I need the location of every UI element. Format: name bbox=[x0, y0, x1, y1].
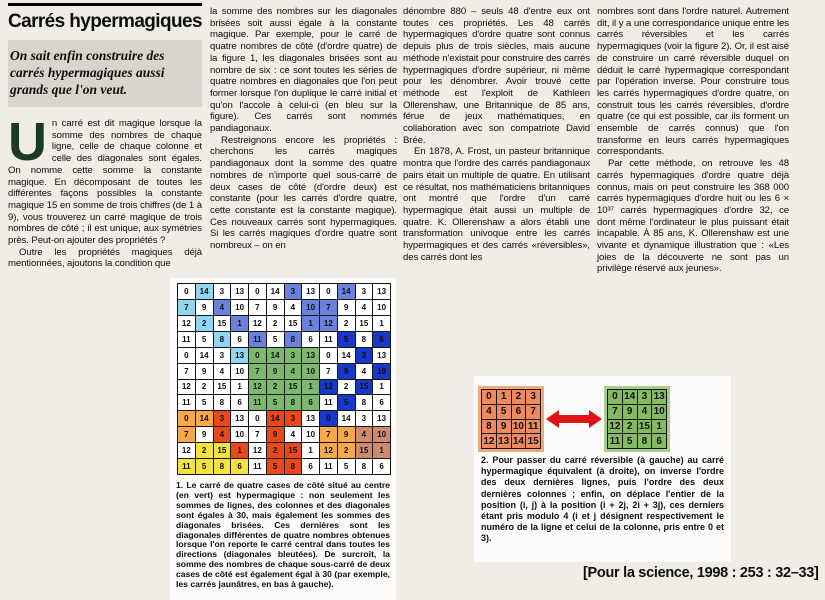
grid-cell: 5 bbox=[497, 405, 511, 419]
grid-cell: 11 bbox=[178, 395, 195, 410]
grid-cell: 12 bbox=[178, 316, 195, 331]
grid-cell: 12 bbox=[178, 380, 195, 395]
figure2-caption: 2. Pour passer du carré réversible (à gauche) au carré hypermagique équivalent (à droite), on inverse l'ordre des deux dernières lignes, puis l'ordre des deux dernières colonnes ; enfin, on déplace l'entier de la position (i, j) à la position (i + 2j, 2i + 3j), ces derniers étant pris modulo 4 (i et j désignent respectivement le numéro de la ligne et celui de la colonne, pris entre 0 et 3). bbox=[481, 455, 724, 544]
figure-1-hypermagic-square bbox=[170, 278, 396, 600]
grid-cell: 11 bbox=[609, 435, 621, 447]
figure2-grids bbox=[478, 386, 670, 452]
grid-cell: 3 bbox=[285, 284, 302, 299]
grid-cell: 4 bbox=[214, 300, 231, 315]
grid-cell: 11 bbox=[527, 420, 539, 432]
grid-cell: 2 bbox=[196, 316, 213, 331]
article-title: Carrés hypermagiques bbox=[8, 11, 202, 32]
grid-cell: 7 bbox=[320, 364, 337, 379]
grid-cell: 11 bbox=[249, 332, 266, 347]
grid-cell: 0 bbox=[178, 411, 195, 426]
column-3 bbox=[403, 6, 590, 263]
reversible-square-panel bbox=[478, 386, 544, 452]
grid-cell: 3 bbox=[356, 411, 373, 426]
grid-cell: 12 bbox=[483, 435, 495, 447]
grid-cell: 14 bbox=[267, 348, 284, 363]
grid-cell: 0 bbox=[608, 390, 622, 404]
grid-cell: 1 bbox=[302, 380, 319, 395]
grid-cell: 1 bbox=[373, 316, 390, 331]
grid-cell: 7 bbox=[320, 300, 337, 315]
figure-2-reversible-to-hypermagic bbox=[474, 376, 731, 562]
grid-cell: 9 bbox=[623, 405, 637, 419]
grid-cell: 10 bbox=[302, 300, 319, 315]
grid-cell: 12 bbox=[249, 380, 266, 395]
grid-cell: 10 bbox=[231, 427, 248, 442]
paragraph: nombres sont dans l'ordre naturel. Autrement dit, il y a une correspondance unique entre les carrés réversibles et les carrés hypermagiques (voir la figure 2). Or, il est aisé de construire un carré réversible duquel on déduit le carré hypermagique correspondant par l'opération inverse. Pour construire tous les carrés hypermagiques d'ordre quatre, on construit tous les carrés réversibles, d'ordre quatre (ce qui est possible, car ils forment un ensemble de carrés connus) que l'on transforme en leurs carrés hypermagiques correspondants. bbox=[597, 6, 789, 158]
grid-cell: 13 bbox=[231, 348, 248, 363]
grid-cell: 8 bbox=[214, 459, 231, 474]
grid-cell: 8 bbox=[356, 395, 373, 410]
grid-cell: 3 bbox=[214, 411, 231, 426]
grid-cell: 8 bbox=[285, 332, 302, 347]
grid-cell: 12 bbox=[249, 443, 266, 458]
grid-cell: 12 bbox=[249, 316, 266, 331]
grid-cell: 8 bbox=[285, 459, 302, 474]
grid-cell: 7 bbox=[178, 427, 195, 442]
grid-cell: 14 bbox=[196, 348, 213, 363]
grid-cell: 11 bbox=[320, 459, 337, 474]
grid-cell: 13 bbox=[231, 284, 248, 299]
grid-cell: 11 bbox=[320, 332, 337, 347]
grid-cell: 0 bbox=[482, 390, 496, 404]
grid-cell: 6 bbox=[231, 332, 248, 347]
grid-cell: 14 bbox=[338, 411, 355, 426]
grid-cell: 2 bbox=[338, 316, 355, 331]
grid-cell: 7 bbox=[249, 364, 266, 379]
column-2 bbox=[210, 6, 397, 252]
grid-cell: 13 bbox=[373, 348, 390, 363]
grid-cell: 0 bbox=[178, 348, 195, 363]
grid-cell: 4 bbox=[214, 427, 231, 442]
grid-cell: 14 bbox=[338, 348, 355, 363]
grid-cell: 12 bbox=[320, 316, 337, 331]
grid-cell: 6 bbox=[302, 395, 319, 410]
grid-cell: 2 bbox=[196, 380, 213, 395]
grid-cell: 3 bbox=[214, 348, 231, 363]
grid-cell: 8 bbox=[356, 332, 373, 347]
grid-cell: 9 bbox=[497, 420, 511, 434]
grid-cell: 3 bbox=[638, 390, 652, 404]
grid-cell: 5 bbox=[267, 332, 284, 347]
grid-cell: 10 bbox=[231, 300, 248, 315]
grid-cell: 2 bbox=[512, 390, 526, 404]
grid-cell: 9 bbox=[338, 300, 355, 315]
grid-cell: 3 bbox=[285, 411, 302, 426]
grid-cell: 10 bbox=[373, 364, 390, 379]
grid-cell: 4 bbox=[356, 427, 373, 442]
grid-cell: 15 bbox=[285, 380, 302, 395]
grid-cell: 14 bbox=[196, 284, 213, 299]
grid-cell: 9 bbox=[196, 427, 213, 442]
grid-cell: 8 bbox=[482, 420, 496, 434]
column-1 bbox=[8, 0, 202, 270]
paragraph: la somme des nombres sur les diagonales brisées soit aussi égale à la constante magique. Par exemple, pour le carré de quatre nombres de côté (d'ordre quatre) de la figure 1, les diagonales brisées sont au nombre de six : ce sont toutes les séries de quatre nombres en diagonales que l'on peut former lorsque l'on duplique le carré initial et qu'on l'accole à celui-ci (en bleu sur la figure). Ces carrés sont nommés pandiagonaux. bbox=[210, 6, 397, 135]
paragraph: dénombre 880 – seuls 48 d'entre eux ont toutes ces propriétés. Les 48 carrés hypermagiques d'ordre quatre sont connus depuis plus de trois siècles, mais aucune méthode n'existait pour construire des carrés hypermagiques d'ordre supérieur, ni même pour les dénombrer. Avoir trouvé cette méthode est l'exploit de Kathleen Ollerenshaw, une Britannique de 85 ans, férue de jeux mathématiques, en collaboration avec son compatriote David Brée. bbox=[403, 6, 590, 146]
grid-cell: 9 bbox=[267, 364, 284, 379]
grid-cell: 9 bbox=[196, 364, 213, 379]
grid-cell: 5 bbox=[196, 395, 213, 410]
grid-cell: 0 bbox=[249, 284, 266, 299]
grid-cell: 1 bbox=[497, 390, 511, 404]
grid-cell: 1 bbox=[373, 380, 390, 395]
grid-cell: 15 bbox=[527, 435, 539, 447]
grid-cell: 4 bbox=[214, 364, 231, 379]
grid-cell: 5 bbox=[338, 332, 355, 347]
grid-cell: 10 bbox=[373, 427, 390, 442]
grid-cell: 9 bbox=[338, 364, 355, 379]
article-subtitle: On sait enfin construire des carrés hypermagiques aussi grands que l'on veut. bbox=[8, 40, 202, 107]
grid-cell: 2 bbox=[338, 380, 355, 395]
grid-cell: 13 bbox=[302, 411, 319, 426]
grid-cell: 8 bbox=[214, 332, 231, 347]
grid-cell: 7 bbox=[249, 427, 266, 442]
grid-cell: 4 bbox=[285, 427, 302, 442]
grid-cell: 9 bbox=[267, 300, 284, 315]
grid-cell: 7 bbox=[320, 427, 337, 442]
paragraph: Restreignons encore les propriétés : cherchons les carrés magiques pandiagonaux dont la somme des quatre nombres de n'importe quel sous-carré de deux cases de côté (d'ordre deux) est constante (pour les carrés d'ordre quatre, cette constante est la constante magique). Ces nouveaux carrés sont hypermagiques. Si les carrés magiques d'ordre quatre sont nombreux – on en bbox=[210, 134, 397, 252]
grid-cell: 5 bbox=[196, 459, 213, 474]
grid-cell: 12 bbox=[609, 420, 621, 432]
paragraph-text: n carré est dit magique lorsque la somme des nombres de chaque ligne, celle de chaque colonne et celle des diagonales sont égales. On nomme cette somme la constante magique. En décomposant de toutes les différentes façons possibles la constante magique 15 en somme de trois chiffres (de 1 à 9), vous trouverez un carré magique de trois nombres de côté ; il est unique, aux symétries près. Peut-on ajouter des propriétés ? bbox=[8, 118, 202, 247]
grid-cell: 5 bbox=[267, 459, 284, 474]
grid-cell: 15 bbox=[638, 420, 650, 432]
grid-cell: 10 bbox=[302, 364, 319, 379]
double-arrow-icon bbox=[546, 408, 602, 430]
column-4 bbox=[597, 6, 789, 275]
grid-cell: 6 bbox=[373, 459, 390, 474]
grid-cell: 11 bbox=[249, 459, 266, 474]
figure1-caption: 1. Le carré de quatre cases de côté situé au centre (en vert) est hypermagique : non seulement les sommes de lignes, des colonnes et des diagonales sont égales à 30, mais également les sommes des diagonales brisées. Ces dernières sont les diagonales différentes de quatre nombres obtenues lorsque l'on reporte le carré central dans toutes les directions (diagonales bleutées). De surcroît, la somme des nombres de chaque sous-carré de deux cases de côté est également égal à 30 (par exemple, les carrés jaunâtres, en bas à gauche). bbox=[176, 480, 390, 590]
grid-cell: 8 bbox=[638, 434, 652, 448]
grid-cell: 3 bbox=[526, 390, 540, 404]
grid-cell: 1 bbox=[373, 443, 390, 458]
grid-cell: 12 bbox=[178, 443, 195, 458]
grid-cell: 1 bbox=[652, 420, 666, 434]
grid-cell: 14 bbox=[267, 411, 284, 426]
grid-cell: 13 bbox=[302, 348, 319, 363]
grid-cell: 2 bbox=[623, 420, 637, 434]
grid-cell: 13 bbox=[498, 435, 510, 447]
grid-cell: 7 bbox=[178, 300, 195, 315]
grid-cell: 3 bbox=[214, 284, 231, 299]
reversible-grid-4x4 bbox=[481, 389, 541, 449]
grid-cell: 15 bbox=[214, 316, 231, 331]
grid-cell: 7 bbox=[249, 300, 266, 315]
grid-cell: 1 bbox=[231, 443, 248, 458]
paragraph: En 1878, A. Frost, un pasteur britannique montra que l'ordre des carrés pandiagonaux pairs était un multiple de quatre. En utilisant ce résultat, nos mathématiciens britanniques ont montré que l'ordre d'un carré hypermagique était aussi un multiple de quatre. K. Ollerenshaw a alors établi une transformation univoque entre les carrés hypermagiques et des carrés «réversibles», des carrés dont les bbox=[403, 146, 590, 263]
grid-cell: 10 bbox=[373, 300, 390, 315]
grid-cell: 13 bbox=[653, 391, 665, 403]
grid-cell: 15 bbox=[285, 443, 302, 458]
title-rule bbox=[8, 3, 202, 6]
grid-cell: 5 bbox=[196, 332, 213, 347]
grid-cell: 5 bbox=[623, 434, 637, 448]
grid-cell: 8 bbox=[356, 459, 373, 474]
grid-cell: 4 bbox=[356, 364, 373, 379]
grid-cell: 10 bbox=[302, 427, 319, 442]
grid-cell: 1 bbox=[302, 316, 319, 331]
grid-cell: 2 bbox=[267, 380, 284, 395]
dropcap: U bbox=[8, 112, 47, 172]
paragraph: Par cette méthode, on retrouve les 48 carrés hypermagiques d'ordre quatre déjà connus, mais on peut construire les 368 000 carrés hypermagiques d'ordre huit ou les 6 × 10³⁷ carrés hypermagiques d'ordre 32, ce dont même l'ordinateur le plus puissant était incapable. À 85 ans, K. Ollerenshaw est une vivante et dynamique illustration que : «Les joies de la découverte ne sont pas un privilège réservé aux jeunes». bbox=[597, 158, 789, 275]
hypermagic-grid-4x4 bbox=[607, 389, 667, 449]
grid-cell: 6 bbox=[302, 332, 319, 347]
grid-cell: 2 bbox=[338, 443, 355, 458]
grid-cell: 0 bbox=[320, 348, 337, 363]
grid-cell: 15 bbox=[214, 380, 231, 395]
grid-cell: 11 bbox=[178, 459, 195, 474]
grid-cell: 10 bbox=[653, 406, 665, 418]
grid-cell: 5 bbox=[338, 459, 355, 474]
grid-cell: 7 bbox=[608, 405, 622, 419]
grid-cell: 10 bbox=[231, 364, 248, 379]
grid-cell: 2 bbox=[196, 443, 213, 458]
grid-cell: 9 bbox=[338, 427, 355, 442]
grid-cell: 3 bbox=[356, 348, 373, 363]
grid-cell: 9 bbox=[267, 427, 284, 442]
grid-cell: 0 bbox=[178, 284, 195, 299]
grid-cell: 0 bbox=[249, 411, 266, 426]
grid-cell: 13 bbox=[302, 284, 319, 299]
grid-cell: 14 bbox=[267, 284, 284, 299]
grid-cell: 0 bbox=[320, 411, 337, 426]
grid-cell: 14 bbox=[512, 435, 524, 447]
grid-cell: 1 bbox=[231, 380, 248, 395]
grid-cell: 6 bbox=[652, 434, 666, 448]
grid-cell: 12 bbox=[320, 443, 337, 458]
grid-cell: 5 bbox=[267, 395, 284, 410]
grid-cell: 1 bbox=[302, 443, 319, 458]
grid-cell: 11 bbox=[320, 395, 337, 410]
grid-cell: 4 bbox=[482, 405, 496, 419]
grid-cell: 3 bbox=[356, 284, 373, 299]
grid-cell: 1 bbox=[231, 316, 248, 331]
hypermagic-square-panel bbox=[604, 386, 670, 452]
grid-cell: 7 bbox=[178, 364, 195, 379]
grid-cell: 11 bbox=[178, 332, 195, 347]
grid-cell: 14 bbox=[338, 284, 355, 299]
grid-cell: 4 bbox=[638, 405, 652, 419]
grid-cell: 14 bbox=[196, 411, 213, 426]
grid-cell: 15 bbox=[356, 380, 373, 395]
grid-cell: 15 bbox=[356, 443, 373, 458]
grid-cell: 15 bbox=[214, 443, 231, 458]
grid-cell: 13 bbox=[231, 411, 248, 426]
grid-cell: 4 bbox=[285, 364, 302, 379]
grid-cell: 9 bbox=[196, 300, 213, 315]
paragraph bbox=[8, 112, 202, 247]
grid-cell: 0 bbox=[249, 348, 266, 363]
grid-cell: 5 bbox=[338, 395, 355, 410]
grid-cell: 13 bbox=[373, 411, 390, 426]
grid-cell: 15 bbox=[356, 316, 373, 331]
grid-cell: 12 bbox=[320, 380, 337, 395]
grid-cell: 4 bbox=[356, 300, 373, 315]
figure1-grid-12x12 bbox=[177, 283, 391, 475]
grid-cell: 11 bbox=[249, 395, 266, 410]
grid-cell: 6 bbox=[373, 332, 390, 347]
grid-cell: 4 bbox=[285, 300, 302, 315]
grid-cell: 2 bbox=[267, 316, 284, 331]
paragraph: Outre les propriétés magiques déjà mentionnées, ajoutons la condition que bbox=[8, 246, 202, 270]
grid-cell: 3 bbox=[285, 348, 302, 363]
grid-cell: 8 bbox=[285, 395, 302, 410]
grid-cell: 6 bbox=[373, 395, 390, 410]
grid-cell: 6 bbox=[231, 459, 248, 474]
grid-cell: 14 bbox=[624, 391, 636, 403]
grid-cell: 6 bbox=[231, 395, 248, 410]
grid-cell: 13 bbox=[373, 284, 390, 299]
grid-cell: 2 bbox=[267, 443, 284, 458]
source-citation: [Pour la science, 1998 : 253 : 32–33] bbox=[583, 565, 819, 581]
grid-cell: 6 bbox=[512, 405, 526, 419]
grid-cell: 8 bbox=[214, 395, 231, 410]
grid-cell: 0 bbox=[320, 284, 337, 299]
grid-cell: 10 bbox=[512, 420, 524, 432]
grid-cell: 6 bbox=[302, 459, 319, 474]
grid-cell: 7 bbox=[526, 405, 540, 419]
grid-cell: 15 bbox=[285, 316, 302, 331]
